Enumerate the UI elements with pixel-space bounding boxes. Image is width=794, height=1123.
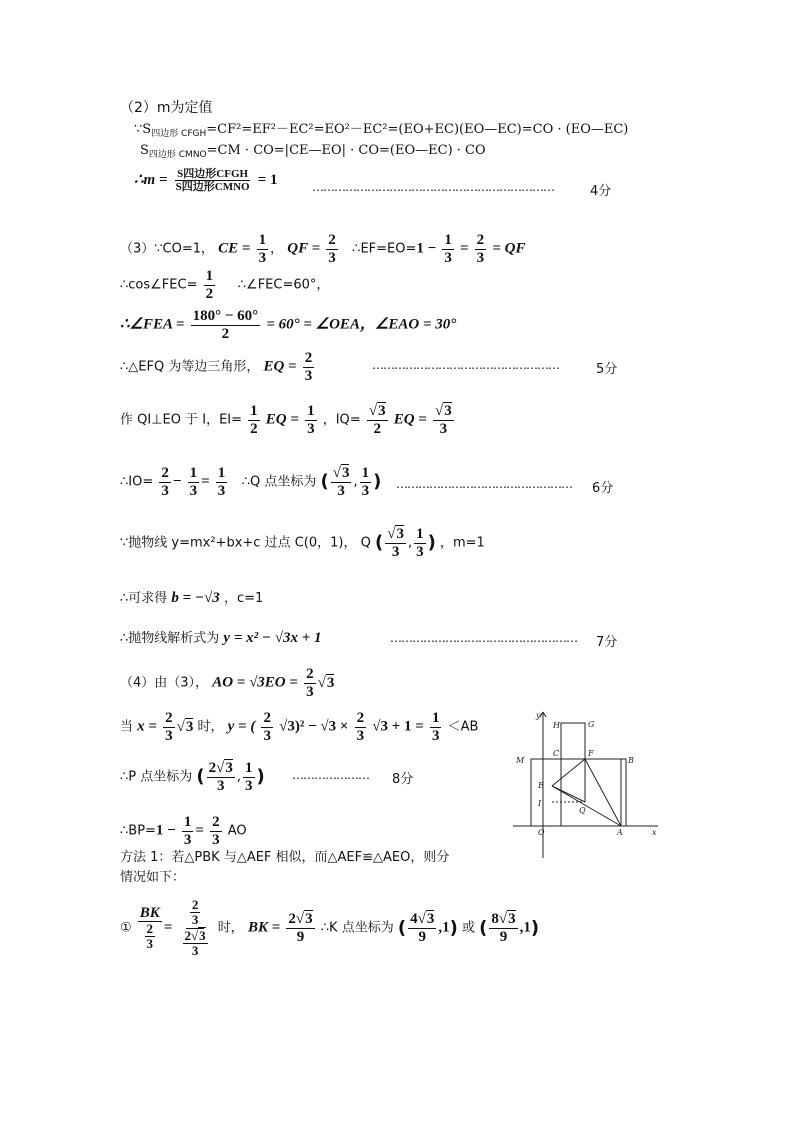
bp-line: ∴BP=1 − $\frac{1}{3}$ = $\frac{2}{3}$ AO <box>120 814 247 848</box>
ao-frac: $\frac{2}{3}$ <box>306 666 314 700</box>
case1-bk: BK = <box>247 919 281 936</box>
ef-end: = QF <box>492 240 526 257</box>
case1-lhs: $\frac{BK}{\frac{2}{3}}$ <box>139 904 160 952</box>
part4-text: （4）由（3）， <box>120 675 209 691</box>
method1-text: 方法 1：若△PBK 与△AEF 相似，而△AEF≌△AEO，则分 <box>120 850 450 865</box>
eq-label: EQ = <box>263 358 297 375</box>
qf-label: QF = <box>287 240 321 257</box>
b-text: ∴可求得 <box>120 591 168 606</box>
eq-frac: $\frac{2}{3}$ <box>304 350 313 384</box>
when-mid2: √3 + 1 = <box>372 718 424 735</box>
k1-one: ,1 <box>438 919 450 936</box>
score-8: 8分 <box>392 772 414 787</box>
label-e: E <box>538 781 544 790</box>
l2-prefix: S <box>140 143 149 158</box>
area-cfgh-line <box>134 122 628 140</box>
m-result: = 1 <box>257 172 278 189</box>
b-c: ，c=1 <box>223 591 264 606</box>
ef-frac1: $\frac{1}{3}$ <box>444 232 452 266</box>
b-eq: b = −√3 <box>171 590 220 606</box>
when-mid: √3)² − √3 × <box>279 718 349 735</box>
p-frac1: $\frac{2√3}{3}$ <box>208 760 233 794</box>
par-frac2: $\frac{1}{3}$ <box>416 526 424 560</box>
equilateral-line <box>120 350 316 384</box>
q-frac2: $\frac{1}{3}$ <box>361 465 370 499</box>
io-frac1: $\frac{2}{3}$ <box>161 465 169 499</box>
case1-bk-frac: $\frac{2√3}{9}$ <box>288 911 313 945</box>
analytic-text: ∴抛物线解析式为 <box>120 631 220 646</box>
part4-line: （4）由（3）， AO = √3EO = $\frac{2}{3}$ √3 <box>120 666 335 700</box>
label-q: Q <box>579 806 586 815</box>
line-eq <box>552 786 585 802</box>
dots-7: …………………………………………… <box>390 631 577 645</box>
when-frac4: $\frac{1}{3}$ <box>431 710 440 744</box>
m-fraction <box>174 168 252 193</box>
ef-one: 1 − <box>416 240 437 257</box>
bp-text: ∴BP= <box>120 823 156 839</box>
ef-text: ∴EF=EO= <box>352 241 417 257</box>
rect-mb <box>531 759 626 826</box>
label-x: x <box>652 828 657 837</box>
geometry-figure <box>508 708 668 868</box>
io-line: ∴IO= $\frac{2}{3}$ − $\frac{1}{3}$ = $\frac{1}{3}$ ∴Q 点坐标为 ( $\frac{√3}{3}$ , $\frac{1}{3}$ ) <box>120 465 382 499</box>
m-equation <box>134 168 278 193</box>
fea-rest: = 60° = ∠OEA，∠EAO = 30° <box>266 316 457 333</box>
ef-frac2: $\frac{2}{3}$ <box>476 232 485 266</box>
cos-frac: $\frac{1}{2}$ <box>205 268 214 302</box>
case1-rhs: $\frac{\frac{2}{3}}{\frac{2√3}{3}}$ <box>184 897 206 958</box>
io-frac3: $\frac{1}{3}$ <box>217 465 226 499</box>
case1-or: 或 <box>461 920 475 936</box>
io-text: ∴IO= <box>120 474 154 490</box>
ao-eq: AO = √3EO = <box>212 674 298 691</box>
bp-ao: AO <box>227 823 247 839</box>
label-c: C <box>553 749 560 758</box>
k2-one: ,1 <box>519 919 531 936</box>
when-frac2: $\frac{2}{3}$ <box>263 710 271 744</box>
square-cfgh <box>561 723 585 759</box>
analytic-eq: y = x² − √3x + 1 <box>223 630 322 646</box>
p-line: ∴P 点坐标为 ( $\frac{2√3}{3}$ , $\frac{1}{3}$ ) <box>120 760 265 794</box>
score-5: 5分 <box>596 362 618 377</box>
l1-rest: =CF²=EF²－EC²=EO²－EC²=(EO+EC)(EO—EC)=CO · (EO—EC) <box>206 122 629 137</box>
when-lt: ＜AB <box>447 719 479 735</box>
score-6: 6分 <box>592 481 614 496</box>
q-coord-text: ∴Q 点坐标为 <box>241 474 317 490</box>
l2-rest: =CM · CO=|CE—EO| · CO=(EO—EC) · CO <box>206 143 486 158</box>
p-text: ∴P 点坐标为 <box>120 769 193 785</box>
when-y: y = ( <box>227 718 256 735</box>
analytic-line <box>120 629 322 647</box>
case1-circle: ① <box>120 920 132 936</box>
b-line <box>120 589 263 607</box>
m-den: S四边形CMNO <box>175 181 250 194</box>
parabola-m: ，m=1 <box>439 535 485 551</box>
qi-frac3: $\frac{√3}{2}$ <box>368 403 386 437</box>
eq-text: ∴△EFQ 为等边三角形， <box>120 359 260 375</box>
bp-one: 1 − <box>155 822 176 839</box>
ce-frac: $\frac{1}{3}$ <box>258 232 267 266</box>
fea-line <box>120 308 456 342</box>
cos-line <box>120 268 329 302</box>
label-g: G <box>588 720 595 729</box>
when-frac: $\frac{2}{3}$ <box>165 710 173 744</box>
label-i: I <box>538 799 542 808</box>
score-4: 4分 <box>590 184 612 199</box>
qi-frac2: $\frac{1}{3}$ <box>307 403 315 437</box>
when-text: 当 <box>120 719 134 735</box>
p-frac2: $\frac{1}{3}$ <box>245 760 253 794</box>
when-line: 当 x = $\frac{2}{3}$ √3 时， y = ( $\frac{2}{3}$ √3)² − √3 × $\frac{2}{3}$ √3 + 1 = $\frac{1}{3}$ ＜AB <box>120 710 479 744</box>
parabola-line: ∵抛物线 y=mx²+bx+c 过点 C(0，1)， Q ( $\frac{√3}{3}$ , $\frac{1}{3}$ ) ，m=1 <box>120 526 485 560</box>
dots-8: ………………… <box>292 768 369 782</box>
dots-4: ………………………………………………………… <box>312 180 554 194</box>
dots-6: ………………………………………… <box>396 477 572 491</box>
qi-frac4: $\frac{√3}{3}$ <box>434 403 452 437</box>
cos-text: ∴cos∠FEC= <box>120 277 198 293</box>
bp-frac1: $\frac{1}{3}$ <box>183 814 192 848</box>
method1-text2: 情况如下： <box>120 870 186 885</box>
l1-sub: 四边形 CFGH <box>151 129 207 139</box>
fea-label: ∴∠FEA = <box>120 316 185 333</box>
label-y: y <box>536 711 541 720</box>
qf-frac: $\frac{2}{3}$ <box>328 232 336 266</box>
bp-frac2: $\frac{2}{3}$ <box>212 814 220 848</box>
label-m: M <box>516 756 525 765</box>
ef-eq: = <box>459 240 469 257</box>
l2-sub: 四边形 CMNO <box>148 150 207 160</box>
l1-prefix: ∵S <box>134 122 152 137</box>
q-frac1: $\frac{√3}{3}$ <box>332 465 350 499</box>
par-frac1: $\frac{√3}{3}$ <box>387 526 404 560</box>
qi-line <box>120 403 456 437</box>
qi-iq: ，IQ= <box>322 412 361 428</box>
label-h: H <box>553 721 560 730</box>
qi-text: 作 QI⊥EO 于 I，EI= <box>120 412 243 428</box>
parabola-text: ∵抛物线 y=mx²+bx+c 过点 C(0，1)， Q <box>120 535 371 551</box>
m-prefix: ∴m = <box>134 172 168 189</box>
area-cmno-line <box>140 143 486 161</box>
dots-5: …………………………………………… <box>372 358 559 372</box>
k1-frac: $\frac{4√3}{9}$ <box>410 911 435 945</box>
case1-k-text: ∴K 点坐标为 <box>320 920 394 936</box>
part2-heading: （2）m为定值 <box>120 100 213 116</box>
label-o: O <box>538 828 545 837</box>
case1-time: 时， <box>217 920 244 936</box>
co-line: （3）∵CO=1， CE = $\frac{1}{3}$ ， QF = $\frac{2}{3}$ ∴EF=EO=1 − $\frac{1}{3}$ = $\frac{2}{3}$ = QF <box>120 232 526 266</box>
ce-label: CE = <box>218 240 251 257</box>
m-num: S四边形CFGH <box>177 168 249 180</box>
label-a: A <box>617 828 623 837</box>
when-frac3: $\frac{2}{3}$ <box>356 710 365 744</box>
qi-frac1: $\frac{1}{2}$ <box>250 403 258 437</box>
k2-frac: $\frac{8√3}{9}$ <box>491 911 516 945</box>
score-7: 7分 <box>596 635 618 650</box>
when-time: 时， <box>197 719 224 735</box>
fea-frac: $\frac{180^\circ - 60^\circ}{2}$ <box>192 308 259 342</box>
when-x: x = <box>137 718 157 735</box>
qi-eq2: EQ = <box>393 411 427 428</box>
label-f: F <box>588 749 594 758</box>
cos-result: ∴∠FEC=60°， <box>237 277 330 293</box>
io-frac2: $\frac{1}{3}$ <box>189 465 198 499</box>
line-ef <box>552 759 585 786</box>
label-b: B <box>628 756 634 765</box>
qi-eq1: EQ = <box>265 411 299 428</box>
case1-line: ① $\frac{BK}{\frac{2}{3}}$ = $\frac{\frac{2}{3}}{\frac{2√3}{3}}$ 时， BK = $\frac{2√3}{9}$ ∴K 点坐标为 ( $\frac{4√3}{9}$ ,1) 或 ( $\frac{8√3}{9}$ ,1) <box>120 897 540 958</box>
co-prefix: （3）∵CO=1， <box>120 241 215 257</box>
